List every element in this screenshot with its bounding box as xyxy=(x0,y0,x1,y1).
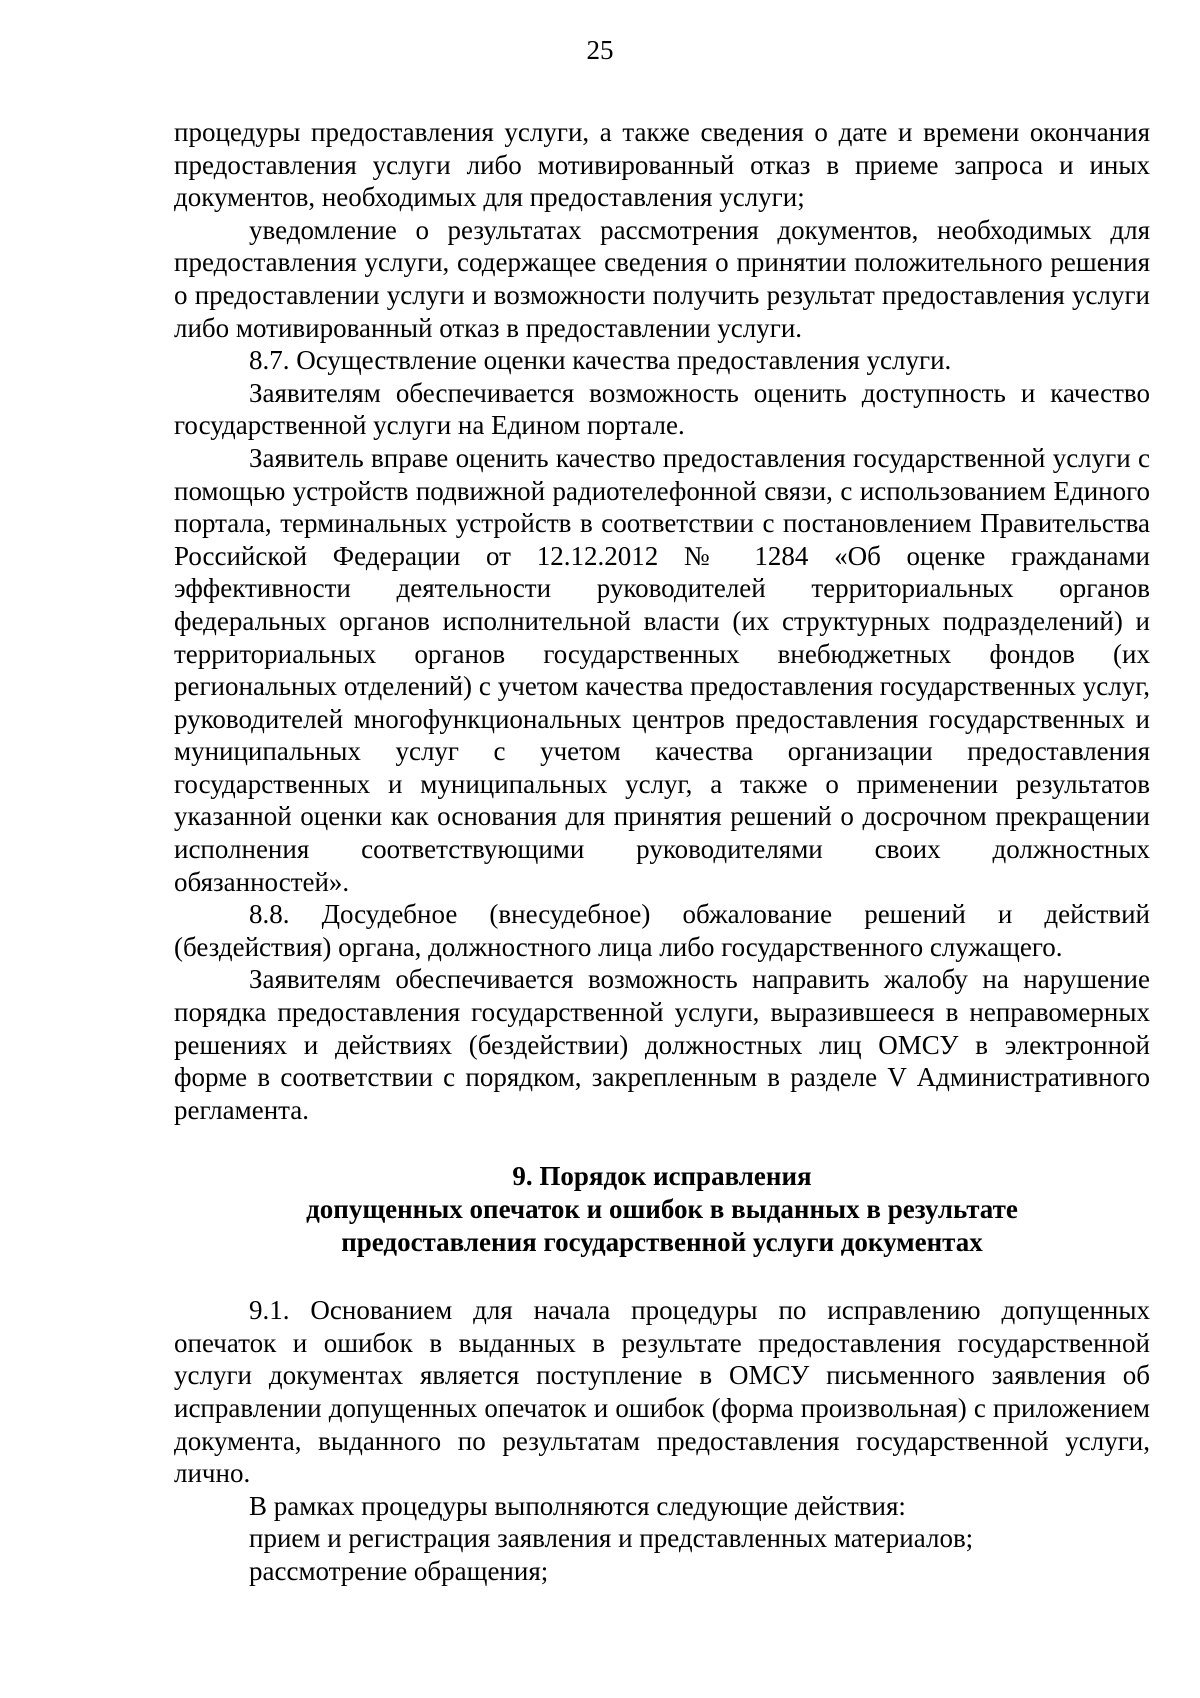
paragraph: 8.8. Досудебное (внесудебное) обжалование решений и действий (бездействия) органа, должностного лица либо государственного служащего. xyxy=(174,899,1150,962)
section-heading-line: предоставления государственной услуги документах xyxy=(341,1226,983,1257)
paragraph: Заявитель вправе оценить качество предоставления государственной услуги с помощью устройств подвижной радиотелефонной связи, с использованием Единого портала, терминальных устройств в соответствии с постановлением Правительства Российской Федерации от 12.12.2012 № 1284 «Об оценке гражданами эффективности деятельности руководителей территориальных органов федеральных органов исполнительной власти (их структурных подразделений) и территориальных органов государственных внебюджетных фондов (их региональных отделений) с учетом качества предоставления государственных услуг, руководителей многофункциональных центров предоставления государственных и муниципальных услуг с учетом качества организации предоставления государственных и муниципальных услуг, а также о применении результатов указанной оценки как основания для принятия решений о досрочном прекращении исполнения соответствующими руководителями своих должностных обязанностей». xyxy=(174,442,1150,897)
paragraph: Заявителям обеспечивается возможность направить жалобу на нарушение порядка предоставления государственной услуги, выразившееся в неправомерных решениях и действиях (бездействии) должностных лиц ОМСУ в электронной форме в соответствии с порядком, закрепленным в разделе V Административного регламента. xyxy=(174,964,1150,1125)
paragraph: 9.1. Основанием для начала процедуры по исправлению допущенных опечаток и ошибок в выданных в результате предоставления государственной услуги документах является поступление в ОМСУ письменного заявления об исправлении допущенных опечаток и ошибок (форма произвольная) с приложением документа, выданного по результатам предоставления государственной услуги, лично. xyxy=(174,1295,1150,1489)
paragraph: Заявителям обеспечивается возможность оценить доступность и качество государственной услуги на Едином портале. xyxy=(174,377,1150,441)
paragraph: прием и регистрация заявления и представленных материалов; xyxy=(249,1523,974,1554)
section-heading xyxy=(174,1160,1150,1258)
section-heading-line: допущенных опечаток и ошибок в выданных в результате xyxy=(306,1194,1018,1224)
paragraph: В рамках процедуры выполняются следующие действия: xyxy=(249,1490,906,1521)
section-heading-line: 9. Порядок исправления xyxy=(512,1161,812,1192)
paragraph: 8.7. Осуществление оценки качества предоставления услуги. xyxy=(249,345,952,376)
page-number: 25 xyxy=(586,35,614,65)
paragraph: процедуры предоставления услуги, а также сведения о дате и времени окончания предоставления услуги либо мотивированный отказ в приеме запроса и иных документов, необходимых для предоставления услуги; xyxy=(174,117,1150,213)
document-body xyxy=(174,116,1150,1588)
paragraph: рассмотрение обращения; xyxy=(249,1555,549,1586)
paragraph: уведомление о результатах рассмотрения документов, необходимых для предоставления услуги, содержащее сведения о принятии положительного решения о предоставлении услуги и возможности получить результат предоставления услуги либо мотивированный отказ в предоставлении услуги. xyxy=(174,214,1150,343)
